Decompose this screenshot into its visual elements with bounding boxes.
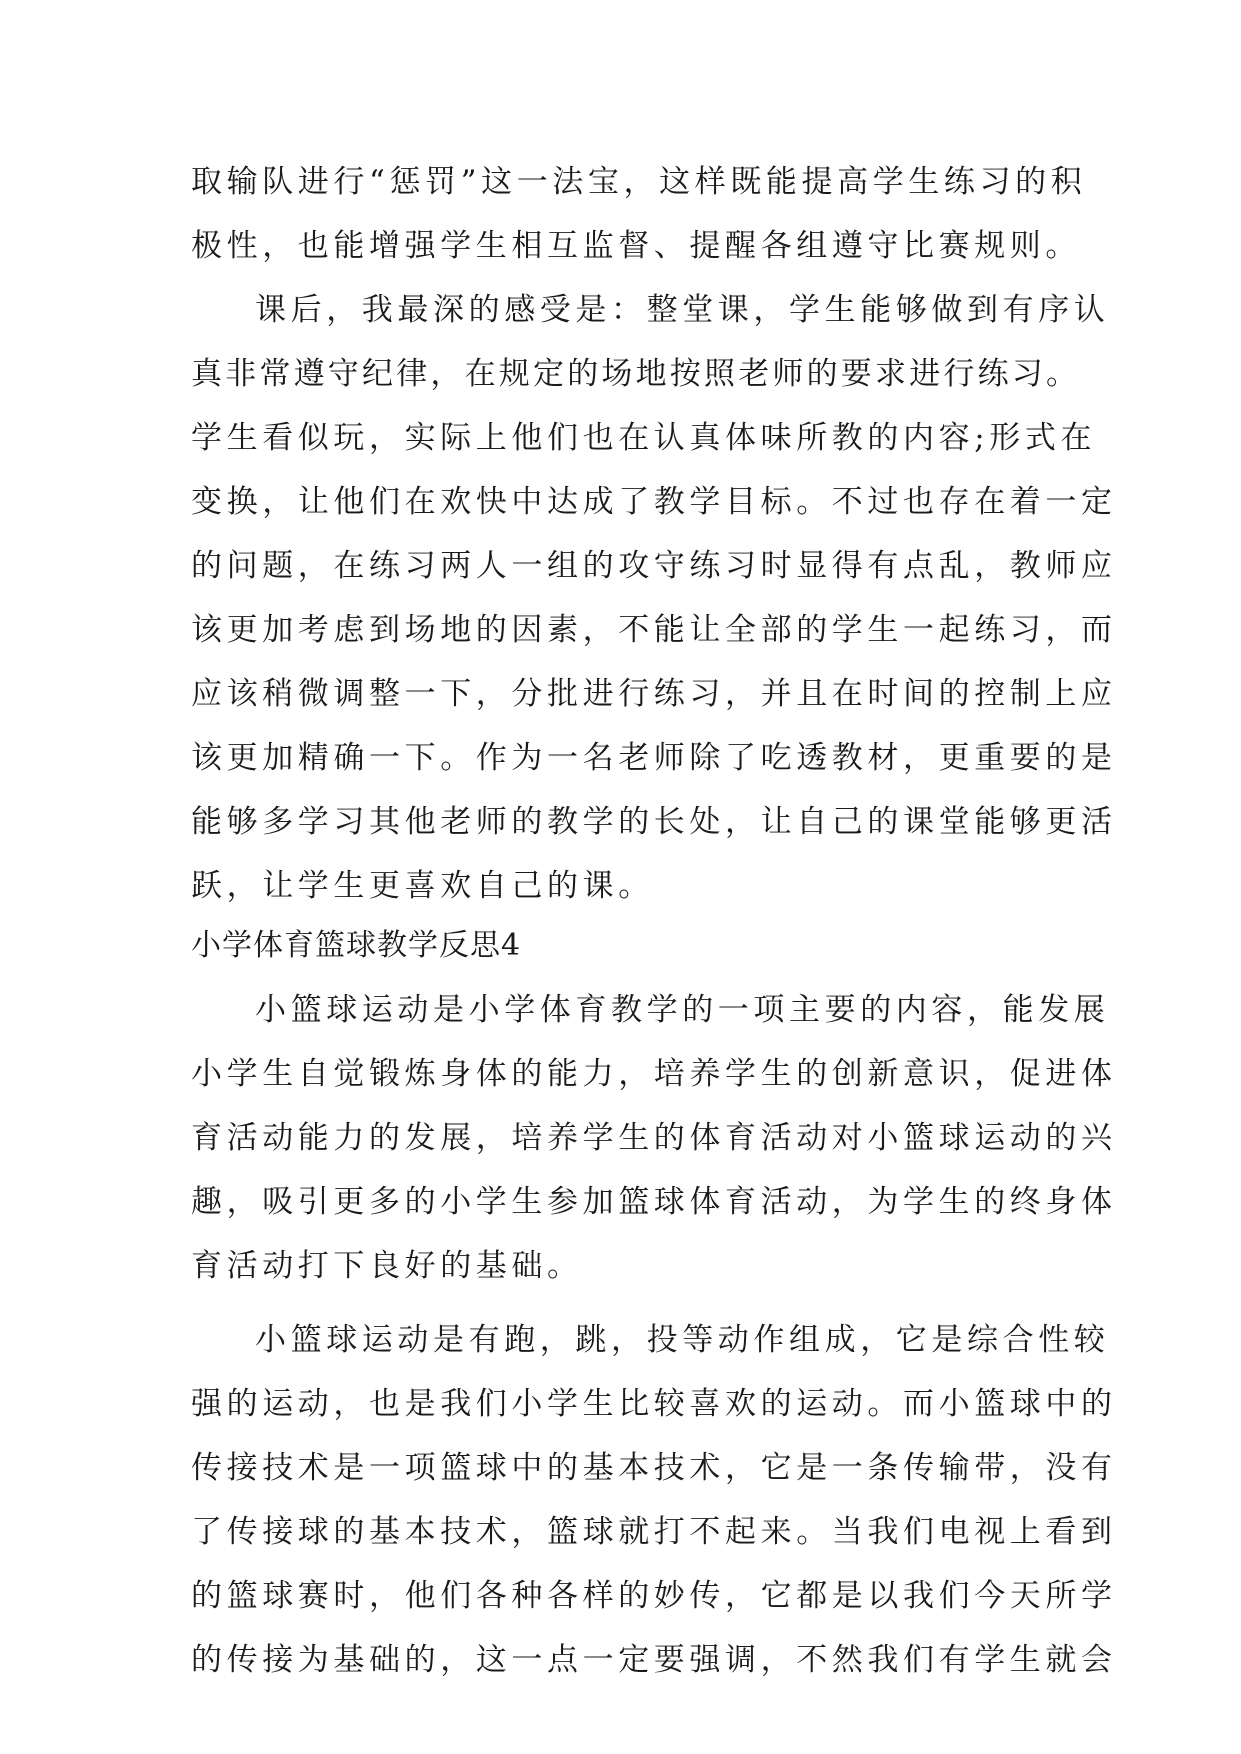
paragraph-line: 极性，也能增强学生相互监督、提醒各组遵守比赛规则。 [191, 228, 1081, 264]
paragraph-line: 该更加考虑到场地的因素，不能让全部的学生一起练习，而 [191, 612, 1117, 648]
paragraph-line: 变换，让他们在欢快中达成了教学目标。不过也存在着一定 [191, 484, 1117, 520]
paragraph-line: 课后，我最深的感受是：整堂课，学生能够做到有序认 [255, 292, 1110, 328]
paragraph-line: 的传接为基础的，这一点一定要强调，不然我们有学生就会 [191, 1642, 1117, 1678]
paragraph-line: 小学生自觉锻炼身体的能力，培养学生的创新意识，促进体 [191, 1056, 1117, 1092]
paragraph-line: 跃，让学生更喜欢自己的课。 [191, 868, 654, 904]
paragraph-line: 强的运动，也是我们小学生比较喜欢的运动。而小篮球中的 [191, 1386, 1117, 1422]
paragraph-line: 小篮球运动是小学体育教学的一项主要的内容，能发展 [255, 992, 1110, 1028]
paragraph-line: 趣，吸引更多的小学生参加篮球体育活动，为学生的终身体 [191, 1184, 1117, 1220]
paragraph-line: 取输队进行“惩罚”这一法宝，这样既能提高学生练习的积 [191, 164, 1087, 200]
paragraph-line: 了传接球的基本技术，篮球就打不起来。当我们电视上看到 [191, 1514, 1117, 1550]
paragraph-line: 的问题，在练习两人一组的攻守练习时显得有点乱，教师应 [191, 548, 1117, 584]
paragraph-line: 小篮球运动是有跑，跳，投等动作组成，它是综合性较 [255, 1322, 1110, 1358]
paragraph-line: 应该稍微调整一下，分批进行练习，并且在时间的控制上应 [191, 676, 1117, 712]
paragraph-line: 育活动能力的发展，培养学生的体育活动对小篮球运动的兴 [191, 1120, 1117, 1156]
section-heading: 小学体育篮球教学反思4 [191, 928, 522, 963]
paragraph-line: 该更加精确一下。作为一名老师除了吃透教材，更重要的是 [191, 740, 1117, 776]
paragraph-line: 学生看似玩，实际上他们也在认真体味所教的内容;形式在 [191, 420, 1097, 456]
paragraph-line: 的篮球赛时，他们各种各样的妙传，它都是以我们今天所学 [191, 1578, 1117, 1614]
paragraph-line: 真非常遵守纪律，在规定的场地按照老师的要求进行练习。 [191, 356, 1081, 392]
paragraph-line: 能够多学习其他老师的教学的长处，让自己的课堂能够更活 [191, 804, 1117, 840]
paragraph-line: 传接技术是一项篮球中的基本技术，它是一条传输带，没有 [191, 1450, 1117, 1486]
paragraph-line: 育活动打下良好的基础。 [191, 1248, 583, 1284]
